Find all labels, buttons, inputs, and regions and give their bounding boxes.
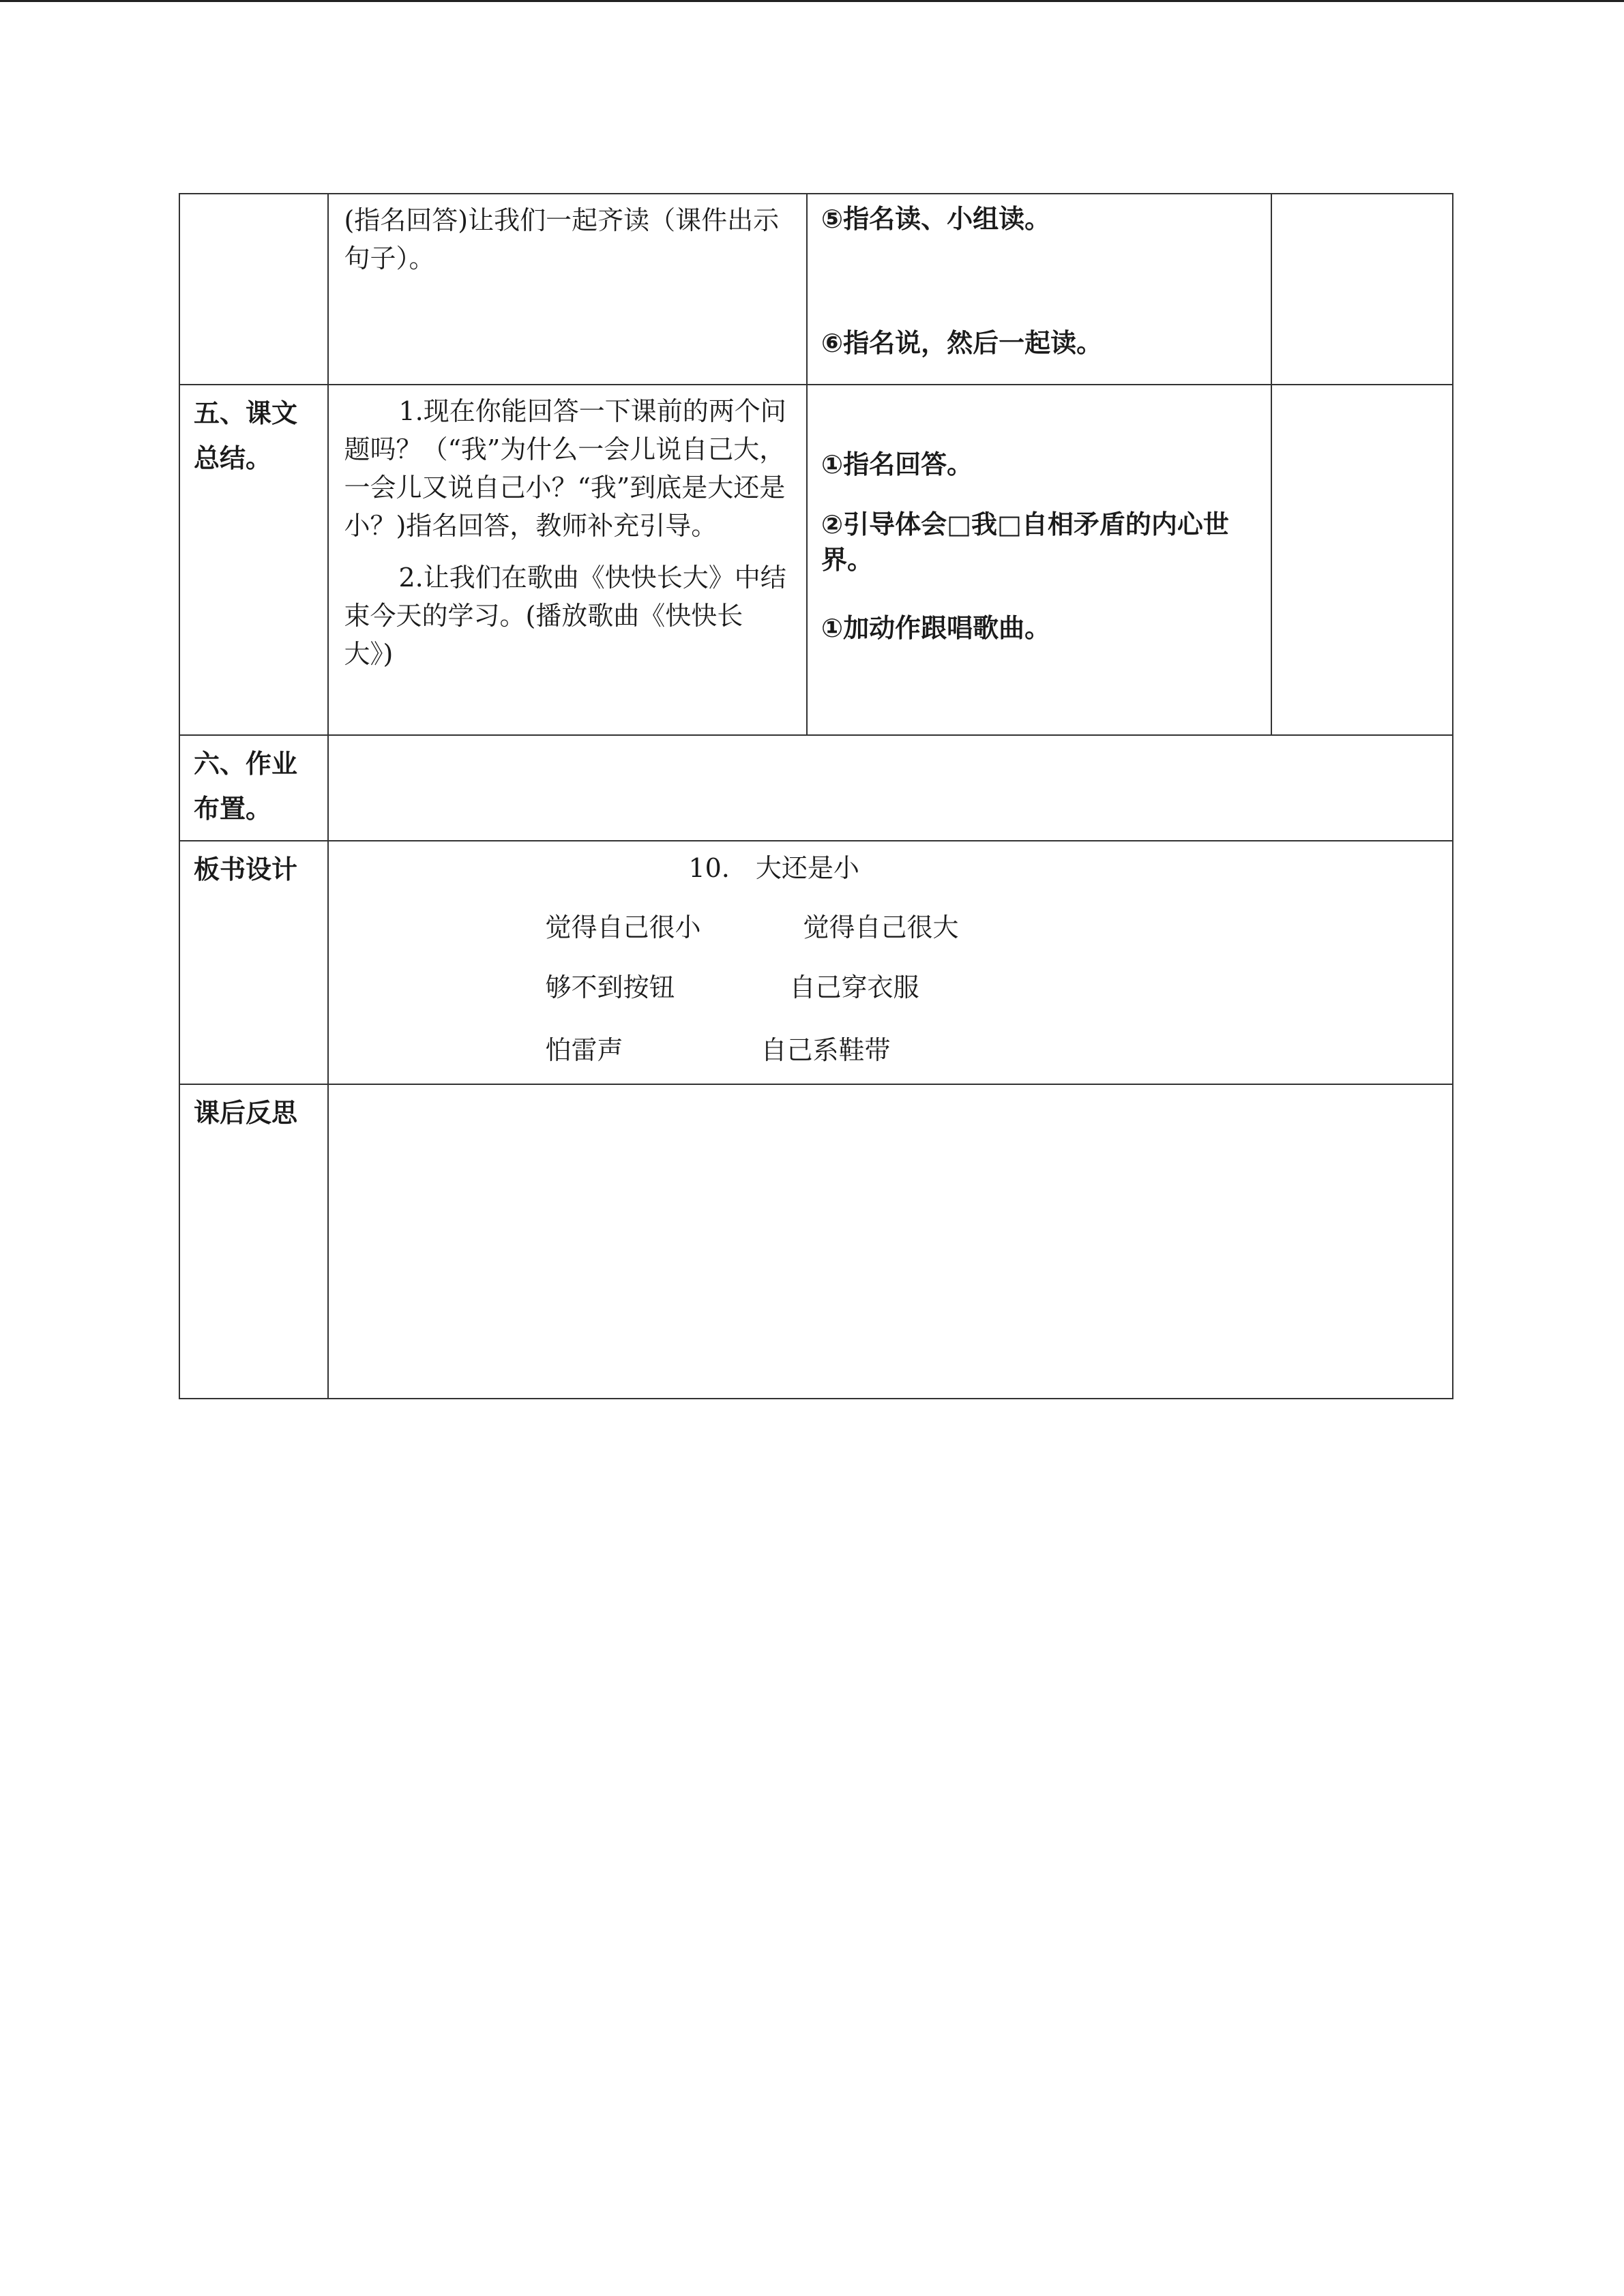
table-row-continued: [179, 194, 1453, 385]
section-header-reflection: 课后反思: [179, 1084, 328, 1399]
lesson-plan-table: [179, 193, 1453, 1399]
teacher-activity-cell: [328, 194, 807, 385]
board-title: 10. 大还是小: [688, 853, 859, 883]
student-reflection: ②引导体会□我□自相矛盾的内心世界。: [821, 509, 1229, 575]
student-singing: ①加动作跟唱歌曲。: [821, 613, 1051, 643]
student-activity-cell: [807, 385, 1271, 735]
board-design-area: [329, 841, 1452, 1084]
section-header-homework: 六、作业布置。: [179, 735, 328, 841]
teacher-text: (指名回答)让我们一起齐读（课件出示句子）。: [344, 205, 780, 273]
notes-cell: [1271, 385, 1453, 735]
board-left-item: 觉得自己很小: [545, 912, 701, 942]
section-header-board: 板书设计: [179, 841, 328, 1084]
student-activity-cell: [807, 194, 1271, 385]
section-header-summary: 五、课文总结。: [179, 385, 328, 735]
board-right-item: 自己系鞋带: [761, 1035, 891, 1065]
board-left-item: 够不到按钮: [545, 972, 675, 1002]
board-left-item: 怕雷声: [545, 1035, 623, 1065]
section-header-cell: [179, 194, 328, 385]
teacher-activity-cell: [328, 385, 807, 735]
board-design-cell: [328, 841, 1453, 1084]
homework-content-cell: [328, 735, 1453, 841]
teacher-song-text: 2.让我们在歌曲《快快长大》中结束今天的学习。(播放歌曲《快快长大》): [344, 563, 786, 669]
board-right-item: 觉得自己很大: [803, 912, 959, 942]
table-row-reflection: [179, 1084, 1453, 1399]
page-top-border: [0, 0, 1624, 2]
notes-cell: [1271, 194, 1453, 385]
reflection-content-cell: [328, 1084, 1453, 1399]
student-step-5: ⑤指名读、小组读。: [821, 204, 1051, 234]
student-step-6: ⑥指名说，然后一起读。: [821, 328, 1103, 358]
board-right-item: 自己穿衣服: [789, 972, 919, 1002]
teacher-question-text: 1.现在你能回答一下课前的两个问题吗？（“我”为什么一会儿说自己大，一会儿又说自己小？“我”到底是大还是小？)指名回答，教师补充引导。: [344, 396, 786, 541]
student-answer: ①指名回答。: [821, 449, 973, 479]
table-row-board-design: [179, 841, 1453, 1084]
table-row-summary: [179, 385, 1453, 735]
table-row-homework: [179, 735, 1453, 841]
